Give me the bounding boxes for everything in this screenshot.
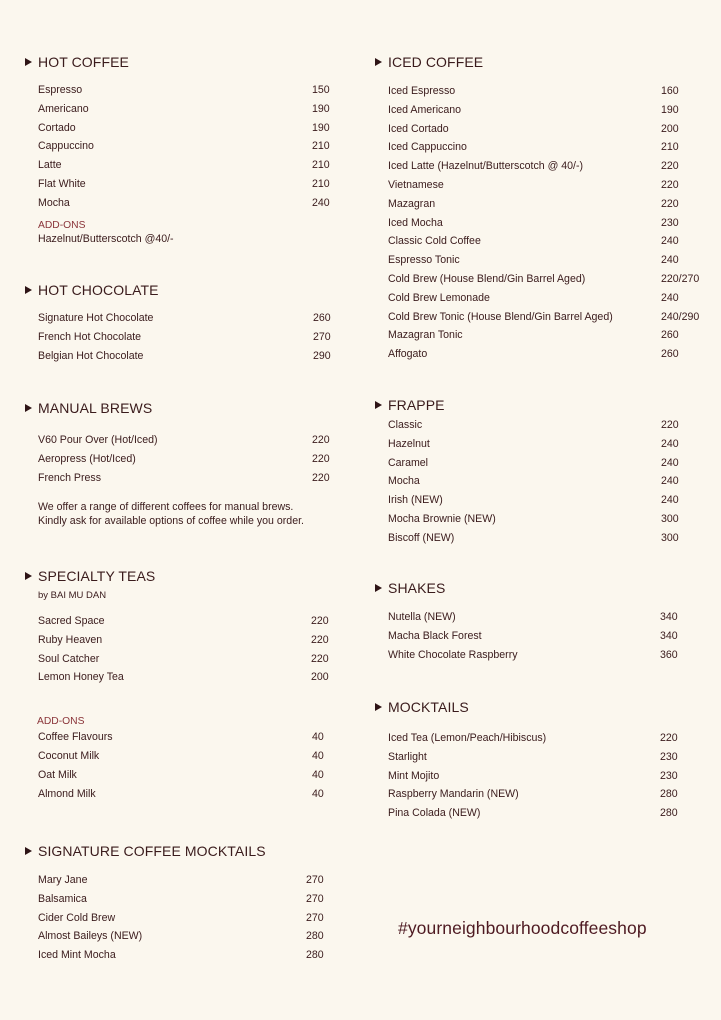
item-list <box>38 615 329 690</box>
item-name: Cold Brew Tonic (House Blend/Gin Barrel Aged) <box>388 310 613 323</box>
note-line: We offer a range of different coffees for manual brews. <box>38 501 294 514</box>
item-name: Almost Baileys (NEW) <box>38 930 143 943</box>
item-price: 270 <box>306 892 324 905</box>
item-name: Pina Colada (NEW) <box>388 807 481 820</box>
item-list <box>388 419 679 551</box>
addons-list <box>38 731 324 806</box>
item-list <box>388 732 678 826</box>
item-price: 190 <box>661 103 679 116</box>
section-title: SIGNATURE COFFEE MOCKTAILS <box>38 843 266 859</box>
menu-item <box>38 615 329 634</box>
item-price: 280 <box>660 807 678 820</box>
item-name: Macha Black Forest <box>388 629 482 642</box>
addon-item <box>38 731 324 750</box>
triangle-bullet-icon <box>25 404 32 412</box>
menu-item <box>388 291 679 311</box>
menu-item <box>388 475 679 494</box>
item-price: 220 <box>312 452 330 465</box>
item-price: 280 <box>306 930 324 943</box>
section-title: HOT COFFEE <box>38 54 129 70</box>
menu-item <box>38 949 324 968</box>
menu-item <box>388 348 679 367</box>
item-name: Iced Cortado <box>388 122 449 135</box>
item-name: Affogato <box>388 348 428 361</box>
section-iced-coffee <box>375 54 700 367</box>
item-price: 240/290 <box>661 310 700 323</box>
item-name: Coconut Milk <box>38 749 100 762</box>
menu-item <box>38 671 329 690</box>
item-name: Starlight <box>388 750 427 763</box>
menu-item <box>388 750 678 770</box>
item-name: Ruby Heaven <box>38 633 103 646</box>
item-price: 240 <box>661 437 679 450</box>
section-mocktails <box>375 699 678 826</box>
menu-item <box>388 178 679 198</box>
addon-item <box>38 768 324 788</box>
item-price: 240 <box>661 291 679 304</box>
item-price: 260 <box>313 312 331 324</box>
menu-item <box>388 531 679 551</box>
triangle-bullet-icon <box>375 703 382 711</box>
item-name: Iced Latte (Hazelnut/Butterscotch @ 40/-) <box>388 160 584 173</box>
section-title: SHAKES <box>388 580 446 596</box>
item-price: 220 <box>311 633 329 646</box>
section-hot-coffee <box>25 54 330 245</box>
menu-item <box>38 652 329 672</box>
menu-item <box>38 452 330 472</box>
section-title: HOT CHOCOLATE <box>38 282 159 298</box>
item-name: Mocha <box>38 196 70 209</box>
section-heading <box>25 568 155 584</box>
item-name: Belgian Hot Chocolate <box>38 349 144 362</box>
menu-item <box>38 874 324 893</box>
item-price: 290 <box>313 349 331 362</box>
item-price: 220 <box>312 471 330 484</box>
item-name: Coffee Flavours <box>38 731 113 744</box>
menu-item <box>388 310 700 330</box>
item-name: Latte <box>38 159 62 172</box>
menu-item <box>388 512 679 532</box>
item-price: 40 <box>312 787 324 800</box>
menu-item <box>38 349 331 369</box>
item-price: 240 <box>312 196 330 209</box>
addons-block <box>38 716 155 727</box>
item-price: 220 <box>661 178 679 191</box>
item-price: 270 <box>306 874 324 886</box>
triangle-bullet-icon <box>25 58 32 66</box>
item-price: 360 <box>660 648 678 661</box>
triangle-bullet-icon <box>25 847 32 855</box>
addons-text: Hazelnut/Butterscotch @40/- <box>38 232 174 245</box>
item-name: Iced Mocha <box>388 216 443 229</box>
item-price: 210 <box>312 140 330 153</box>
addon-item <box>38 787 324 807</box>
menu-item <box>388 329 679 348</box>
menu-item <box>388 103 679 123</box>
section-heading <box>375 699 469 715</box>
item-price: 280 <box>660 788 678 801</box>
item-price: 200 <box>661 122 679 135</box>
item-price: 40 <box>312 768 324 781</box>
menu-item <box>388 732 678 751</box>
item-name: Mocha Brownie (NEW) <box>388 512 496 525</box>
item-price: 200 <box>311 671 329 684</box>
item-name: Vietnamese <box>388 178 444 191</box>
section-manual-brews <box>25 400 330 528</box>
menu-item <box>388 235 679 254</box>
menu-item <box>38 159 330 178</box>
menu-item <box>388 456 679 476</box>
section-frappe <box>375 397 679 551</box>
section-subtitle: by BAI MU DAN <box>38 590 107 601</box>
addons-title: ADD-ONS <box>38 219 86 231</box>
hashtag-text: #yourneighbourhoodcoffeeshop <box>398 918 647 938</box>
menu-item <box>388 788 678 807</box>
item-price: 220 <box>312 434 330 446</box>
item-list <box>388 611 678 667</box>
section-heading <box>25 400 304 416</box>
triangle-bullet-icon <box>375 401 382 409</box>
item-name: Cold Brew (House Blend/Gin Barrel Aged) <box>388 272 586 285</box>
section-heading <box>25 282 159 298</box>
triangle-bullet-icon <box>25 286 32 294</box>
section-heading <box>25 843 266 859</box>
item-price: 230 <box>661 216 679 229</box>
item-name: Iced Americano <box>388 103 462 116</box>
item-name: Iced Tea (Lemon/Peach/Hibiscus) <box>388 732 547 744</box>
menu-item <box>388 272 700 292</box>
item-name: Caramel <box>388 456 429 469</box>
menu-item <box>388 141 679 160</box>
item-price: 210 <box>312 177 330 190</box>
menu-item <box>388 216 679 236</box>
item-price: 260 <box>661 348 679 361</box>
item-price: 160 <box>661 85 679 97</box>
item-price: 190 <box>312 121 330 134</box>
menu-item <box>388 419 679 438</box>
menu-item <box>388 122 679 142</box>
item-name: Cider Cold Brew <box>38 911 116 924</box>
item-list <box>388 85 700 367</box>
addon-item <box>38 749 324 769</box>
menu-item <box>388 85 679 104</box>
item-price: 150 <box>312 84 330 96</box>
menu-item <box>388 197 679 217</box>
menu-item <box>38 196 330 216</box>
item-name: Mazagran Tonic <box>388 329 463 342</box>
menu-item <box>38 892 324 912</box>
item-price: 240 <box>661 235 679 248</box>
item-price: 40 <box>312 749 324 762</box>
addons-block <box>38 220 174 245</box>
menu-item <box>38 330 331 350</box>
item-name: Mary Jane <box>38 874 88 886</box>
item-name: Classic <box>388 419 423 431</box>
item-name: Raspberry Mandarin (NEW) <box>388 788 519 801</box>
item-name: Cortado <box>38 121 76 134</box>
menu-item <box>388 160 679 179</box>
item-name: Hazelnut <box>388 437 430 450</box>
note-line: Kindly ask for available options of coffee while you order. <box>38 515 304 528</box>
item-price: 340 <box>660 629 678 642</box>
triangle-bullet-icon <box>375 584 382 592</box>
menu-item <box>388 611 678 630</box>
item-price: 220 <box>660 732 678 744</box>
menu-item <box>38 911 324 931</box>
menu-item <box>38 312 331 331</box>
item-list <box>38 874 324 968</box>
item-list <box>38 434 330 490</box>
item-name: Classic Cold Coffee <box>388 235 481 248</box>
section-shakes <box>375 580 678 667</box>
menu-item <box>388 629 678 649</box>
menu-item <box>38 633 329 653</box>
section-hot-chocolate <box>25 282 331 368</box>
section-title: MANUAL BREWS <box>38 400 153 416</box>
section-title: SPECIALTY TEAS <box>38 568 156 584</box>
menu-item <box>38 140 330 159</box>
item-price: 220 <box>661 419 679 431</box>
section-title: MOCKTAILS <box>388 699 469 715</box>
item-price: 270 <box>306 911 324 924</box>
section-heading <box>375 580 445 596</box>
section-specialty-teas <box>25 568 329 806</box>
item-price: 260 <box>661 329 679 342</box>
item-price: 210 <box>312 159 330 172</box>
item-name: Espresso <box>38 84 83 96</box>
item-name: Cold Brew Lemonade <box>388 291 490 304</box>
menu-item <box>38 471 330 491</box>
menu-item <box>38 121 330 141</box>
item-name: Soul Catcher <box>38 652 100 665</box>
item-list <box>38 84 330 216</box>
item-name: Biscoff (NEW) <box>388 531 455 544</box>
triangle-bullet-icon <box>375 58 382 66</box>
item-price: 220 <box>311 652 329 665</box>
menu-item <box>388 807 678 826</box>
item-name: French Press <box>38 471 101 484</box>
menu-item <box>38 102 330 122</box>
menu-item <box>38 434 330 453</box>
item-price: 270 <box>313 330 331 343</box>
item-name: Iced Cappuccino <box>388 141 467 154</box>
item-name: Balsamica <box>38 892 87 905</box>
menu-item <box>388 494 679 513</box>
section-heading <box>25 54 174 70</box>
item-list <box>38 312 331 368</box>
item-price: 210 <box>661 141 679 154</box>
item-name: Irish (NEW) <box>388 494 443 507</box>
menu-item <box>38 177 330 197</box>
manual-brews-note <box>38 500 304 528</box>
item-name: Iced Espresso <box>388 85 456 97</box>
item-name: Oat Milk <box>38 768 77 781</box>
item-price: 220/270 <box>661 272 700 285</box>
section-title: FRAPPE <box>388 397 445 413</box>
item-name: Mocha <box>388 475 420 488</box>
item-name: Almond Milk <box>38 787 96 800</box>
section-heading <box>375 54 483 70</box>
menu-item <box>388 254 679 273</box>
item-price: 220 <box>661 160 679 173</box>
item-name: Mazagran <box>388 197 436 210</box>
item-price: 300 <box>661 531 679 544</box>
item-price: 230 <box>660 750 678 763</box>
menu-item <box>388 648 678 668</box>
item-price: 240 <box>661 456 679 469</box>
item-name: Flat White <box>38 177 86 190</box>
item-name: Americano <box>38 102 89 115</box>
item-price: 220 <box>311 615 329 627</box>
item-name: Sacred Space <box>38 615 105 627</box>
menu-item <box>388 437 679 457</box>
item-price: 190 <box>312 102 330 115</box>
item-name: Signature Hot Chocolate <box>38 312 154 324</box>
addons-title: ADD-ONS <box>37 716 85 728</box>
section-signature-coffee-mocktails <box>25 843 324 968</box>
item-name: Cappuccino <box>38 140 94 153</box>
item-name: Iced Mint Mocha <box>38 949 116 962</box>
item-name: French Hot Chocolate <box>38 330 142 343</box>
item-name: Aeropress (Hot/Iced) <box>38 452 136 465</box>
item-price: 240 <box>661 494 679 507</box>
item-price: 240 <box>661 254 679 267</box>
section-title: ICED COFFEE <box>388 54 484 70</box>
item-name: Espresso Tonic <box>388 254 460 267</box>
item-name: V60 Pour Over (Hot/Iced) <box>38 434 158 446</box>
item-price: 220 <box>661 197 679 210</box>
item-price: 340 <box>660 611 678 623</box>
item-name: Nutella (NEW) <box>388 611 456 623</box>
menu-item <box>38 930 324 949</box>
item-name: White Chocolate Raspberry <box>388 648 518 661</box>
item-price: 300 <box>661 512 679 525</box>
item-price: 40 <box>312 731 324 744</box>
item-name: Mint Mojito <box>388 769 440 782</box>
item-price: 280 <box>306 949 324 962</box>
item-name: Lemon Honey Tea <box>38 671 124 684</box>
triangle-bullet-icon <box>25 572 32 580</box>
item-price: 230 <box>660 769 678 782</box>
menu-item <box>388 769 678 789</box>
item-price: 240 <box>661 475 679 488</box>
section-heading <box>375 397 445 413</box>
menu-item <box>38 84 330 103</box>
